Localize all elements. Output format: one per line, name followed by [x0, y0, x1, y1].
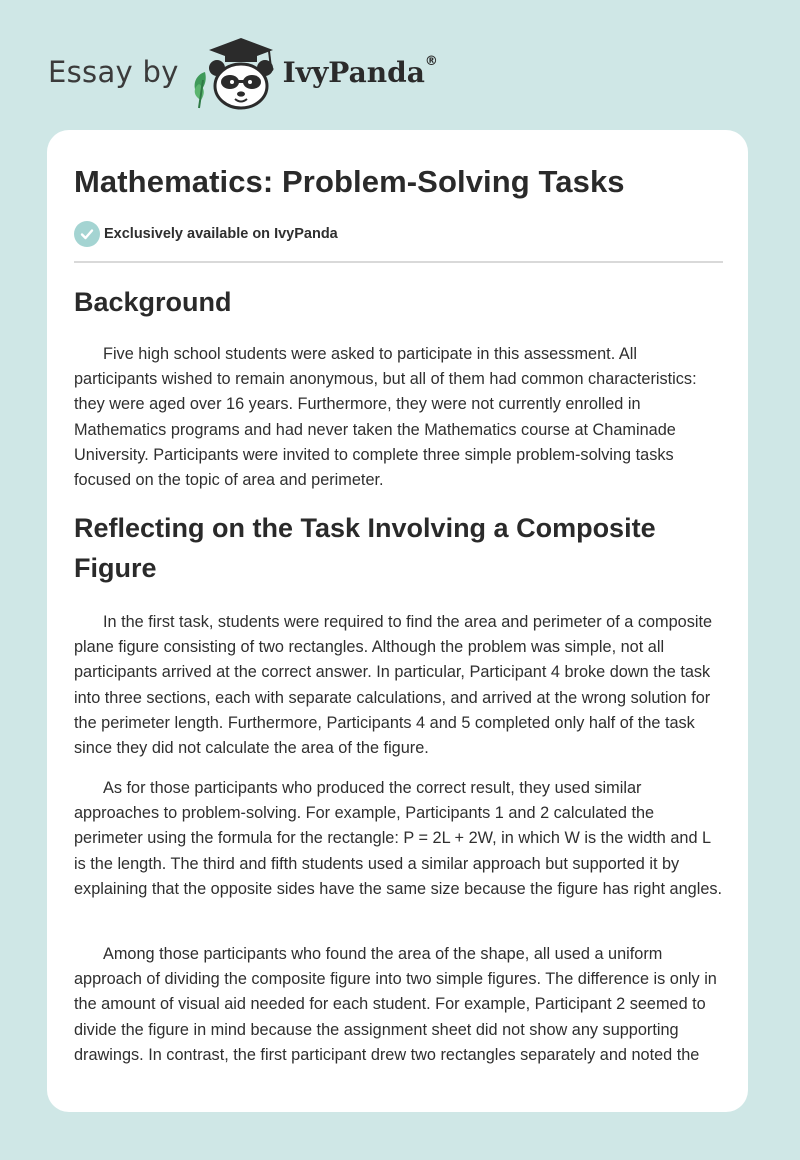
brand-name[interactable]: IvyPanda®: [282, 54, 438, 89]
site-header: [48, 32, 508, 112]
paragraph: As for those participants who produced the correct result, they used similar approaches to problem-solving. For example, Participants 1 and 2 calculated the perimeter using the formula for the rectangle: P = 2L + 2W, in which W is the width and L is the length. The third and fifth students used a similar approach but supported it by explaining that the opposite sides have the same size because the figure has right angles.: [74, 779, 723, 898]
article-card: [47, 130, 748, 1112]
essay-by-label: Essay by: [48, 55, 179, 89]
title-divider: [74, 261, 723, 263]
paragraph: Five high school students were asked to participate in this assessment. All participants wished to remain anonymous, but all of them had common characteristics: they were aged over 16 years. Furthermore, they were not currently enrolled in Mathematics programs and had never taken the Mathematics course at Chaminade University. Participants were invited to complete three simple problem-solving tasks focused on the topic of area and perimeter.: [74, 345, 697, 490]
exclusive-badge-label: Exclusively available on IvyPanda: [104, 226, 338, 242]
panda-graduate-logo-icon[interactable]: [187, 32, 279, 112]
exclusive-badge: [74, 221, 338, 247]
check-icon: [74, 221, 100, 247]
section-heading-composite-figure: Reflecting on the Task Involving a Composite Figure: [74, 513, 656, 583]
article-title: Mathematics: Problem-Solving Tasks: [74, 164, 625, 199]
paragraph: In the first task, students were required to find the area and perimeter of a composite plane figure consisting of two rectangles. Although the problem was simple, not all participants arrived at the correct answer. In particular, Participant 4 broke down the task into three sections, each with separate calculations, and arrived at the wrong solution for the perimeter length. Furthermore, Participants 4 and 5 completed only half of the task since they did not calculate the area of the figure.: [74, 613, 713, 758]
section-heading-background: Background: [74, 287, 232, 317]
paragraph: Among those participants who found the area of the shape, all used a uniform approach of dividing the composite figure into two simple figures. The difference is only in the amount of visual aid needed for each student. For example, Participant 2 seemed to divide the figure in mind because the assignment sheet did not show any supporting drawings. In contrast, the first participant drew two rectangles separately and noted the: [74, 945, 717, 1064]
